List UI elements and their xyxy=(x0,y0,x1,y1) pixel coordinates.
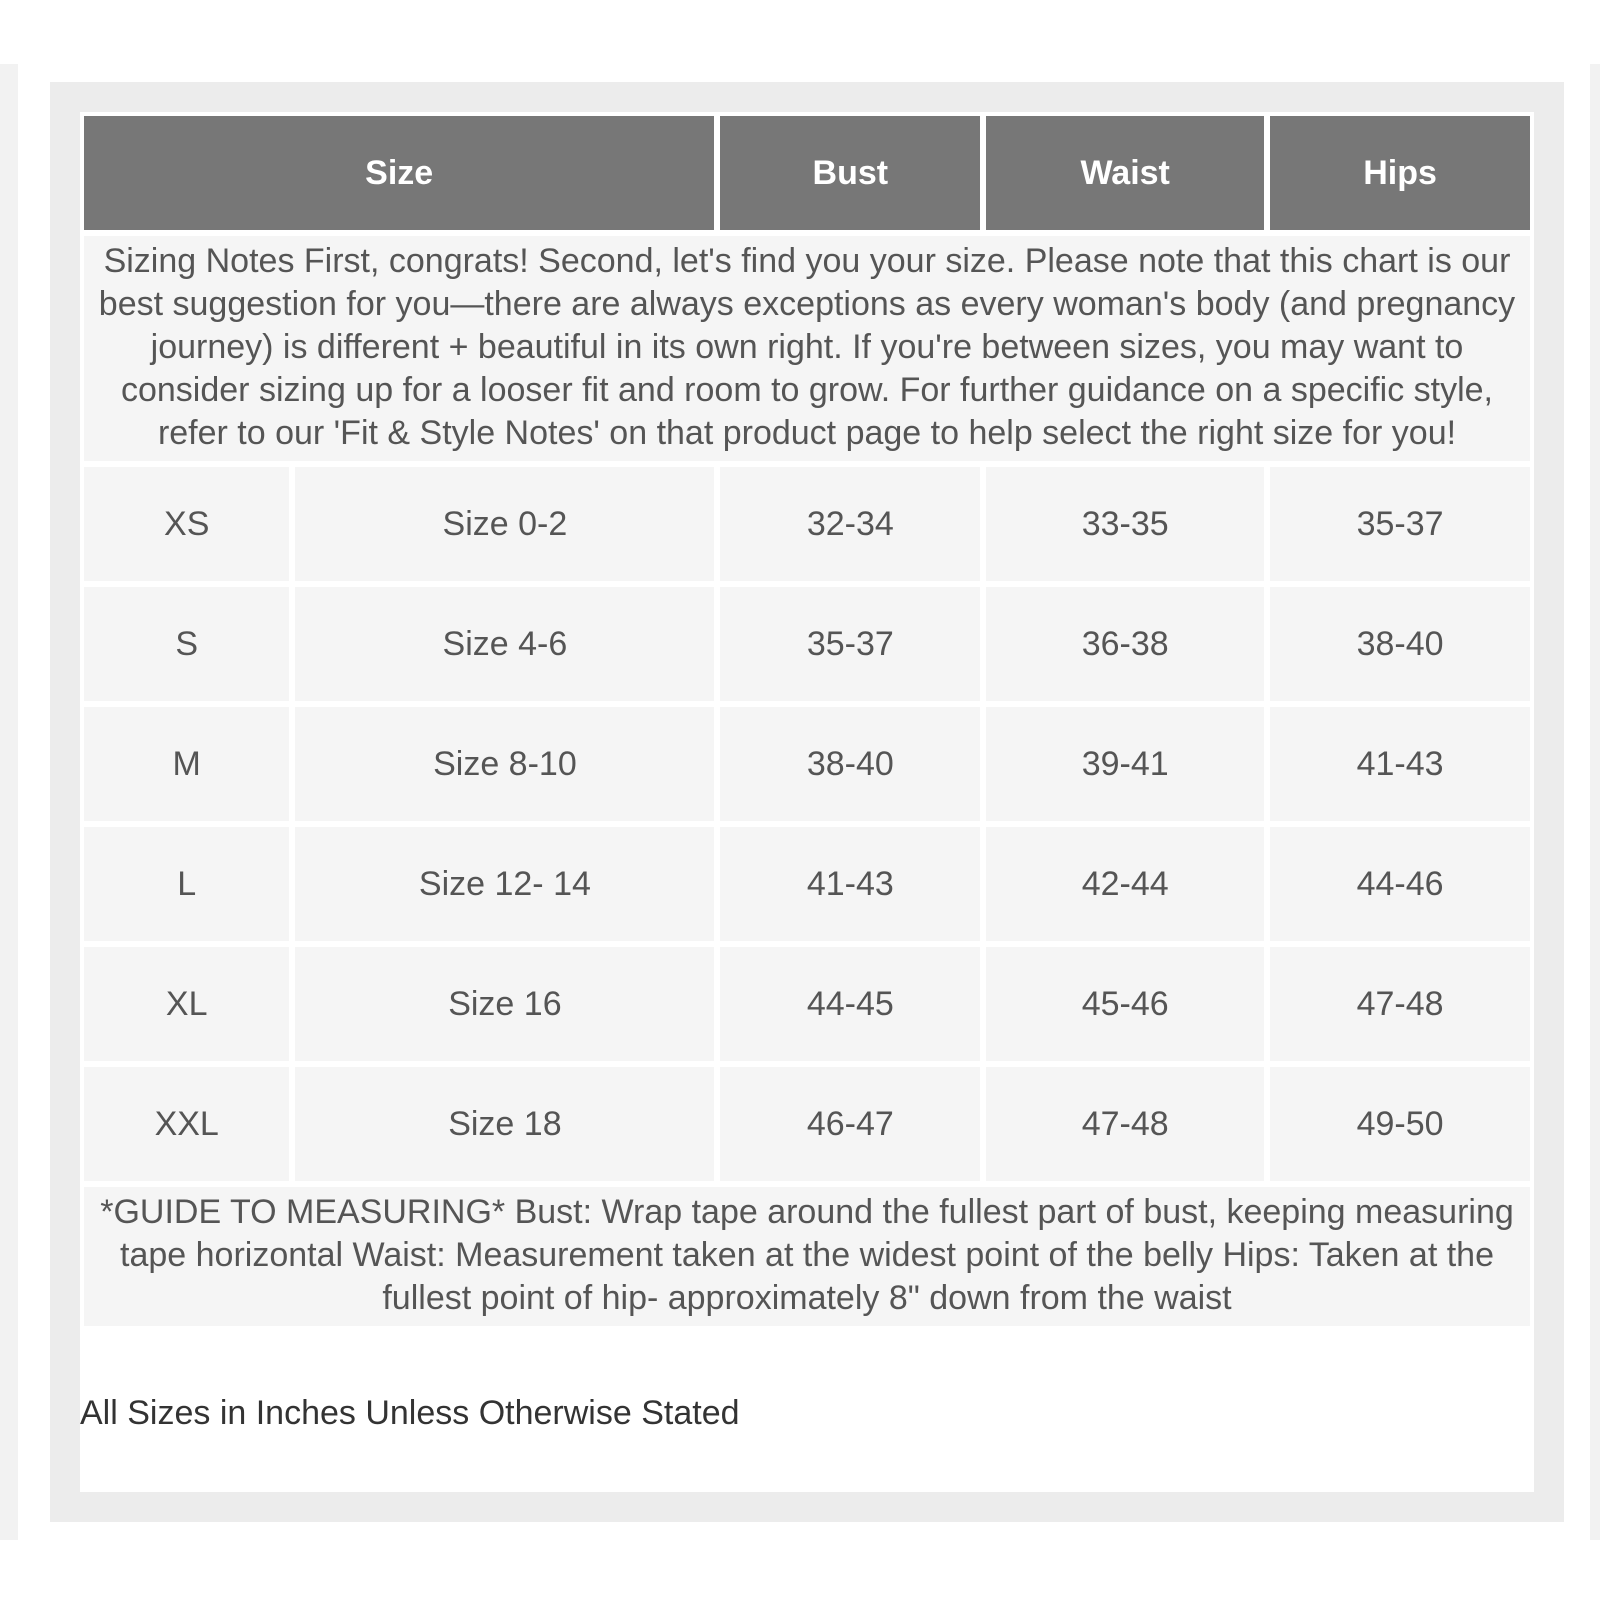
size-chart-table xyxy=(78,110,1536,1332)
cell-waist: 45-46 xyxy=(986,947,1264,1061)
cell-hips: 47-48 xyxy=(1270,947,1530,1061)
header-hips: Hips xyxy=(1270,116,1530,230)
header-row xyxy=(84,116,1530,230)
cell-numeric-size: Size 18 xyxy=(295,1067,714,1181)
measuring-guide: *GUIDE TO MEASURING* Bust: Wrap tape around the fullest part of bust, keeping measuring tape horizontal Waist: Measurement taken at the widest point of the belly Hips: Taken at the fullest point of hip- approximately 8" down from the waist xyxy=(84,1187,1530,1326)
cell-numeric-size: Size 0-2 xyxy=(295,467,714,581)
table-row xyxy=(84,827,1530,941)
header-waist: Waist xyxy=(986,116,1264,230)
header-size: Size xyxy=(84,116,714,230)
cell-letter-size: XS xyxy=(84,467,289,581)
page-edge-left xyxy=(0,64,18,1540)
table-row xyxy=(84,1067,1530,1181)
table-row xyxy=(84,587,1530,701)
cell-waist: 42-44 xyxy=(986,827,1264,941)
cell-bust: 38-40 xyxy=(720,707,980,821)
cell-bust: 32-34 xyxy=(720,467,980,581)
size-chart-panel xyxy=(80,112,1534,1492)
page-edge-right xyxy=(1590,64,1600,1540)
cell-bust: 44-45 xyxy=(720,947,980,1061)
cell-waist: 33-35 xyxy=(986,467,1264,581)
cell-numeric-size: Size 4-6 xyxy=(295,587,714,701)
cell-waist: 36-38 xyxy=(986,587,1264,701)
sizing-notes: Sizing Notes First, congrats! Second, let's find you your size. Please note that this chart is our best suggestion for you—there are always exceptions as every woman's body (and pregnancy journey) is different + beautiful in its own right. If you're between sizes, you may want to consider sizing up for a looser fit and room to grow. For further guidance on a specific style, refer to our 'Fit & Style Notes' on that product page to help select the right size for you! xyxy=(84,236,1530,461)
table-row xyxy=(84,467,1530,581)
cell-hips: 41-43 xyxy=(1270,707,1530,821)
cell-hips: 44-46 xyxy=(1270,827,1530,941)
cell-numeric-size: Size 12- 14 xyxy=(295,827,714,941)
cell-hips: 38-40 xyxy=(1270,587,1530,701)
cell-waist: 47-48 xyxy=(986,1067,1264,1181)
cell-letter-size: S xyxy=(84,587,289,701)
units-note: All Sizes in Inches Unless Otherwise Stated xyxy=(80,1394,740,1432)
cell-letter-size: XL xyxy=(84,947,289,1061)
cell-bust: 35-37 xyxy=(720,587,980,701)
cell-hips: 49-50 xyxy=(1270,1067,1530,1181)
cell-waist: 39-41 xyxy=(986,707,1264,821)
cell-letter-size: L xyxy=(84,827,289,941)
table-row xyxy=(84,947,1530,1061)
header-bust: Bust xyxy=(720,116,980,230)
measuring-guide-row xyxy=(84,1187,1530,1326)
cell-letter-size: M xyxy=(84,707,289,821)
cell-bust: 41-43 xyxy=(720,827,980,941)
cell-letter-size: XXL xyxy=(84,1067,289,1181)
cell-bust: 46-47 xyxy=(720,1067,980,1181)
cell-numeric-size: Size 16 xyxy=(295,947,714,1061)
cell-numeric-size: Size 8-10 xyxy=(295,707,714,821)
table-row xyxy=(84,707,1530,821)
sizing-notes-row xyxy=(84,236,1530,461)
cell-hips: 35-37 xyxy=(1270,467,1530,581)
